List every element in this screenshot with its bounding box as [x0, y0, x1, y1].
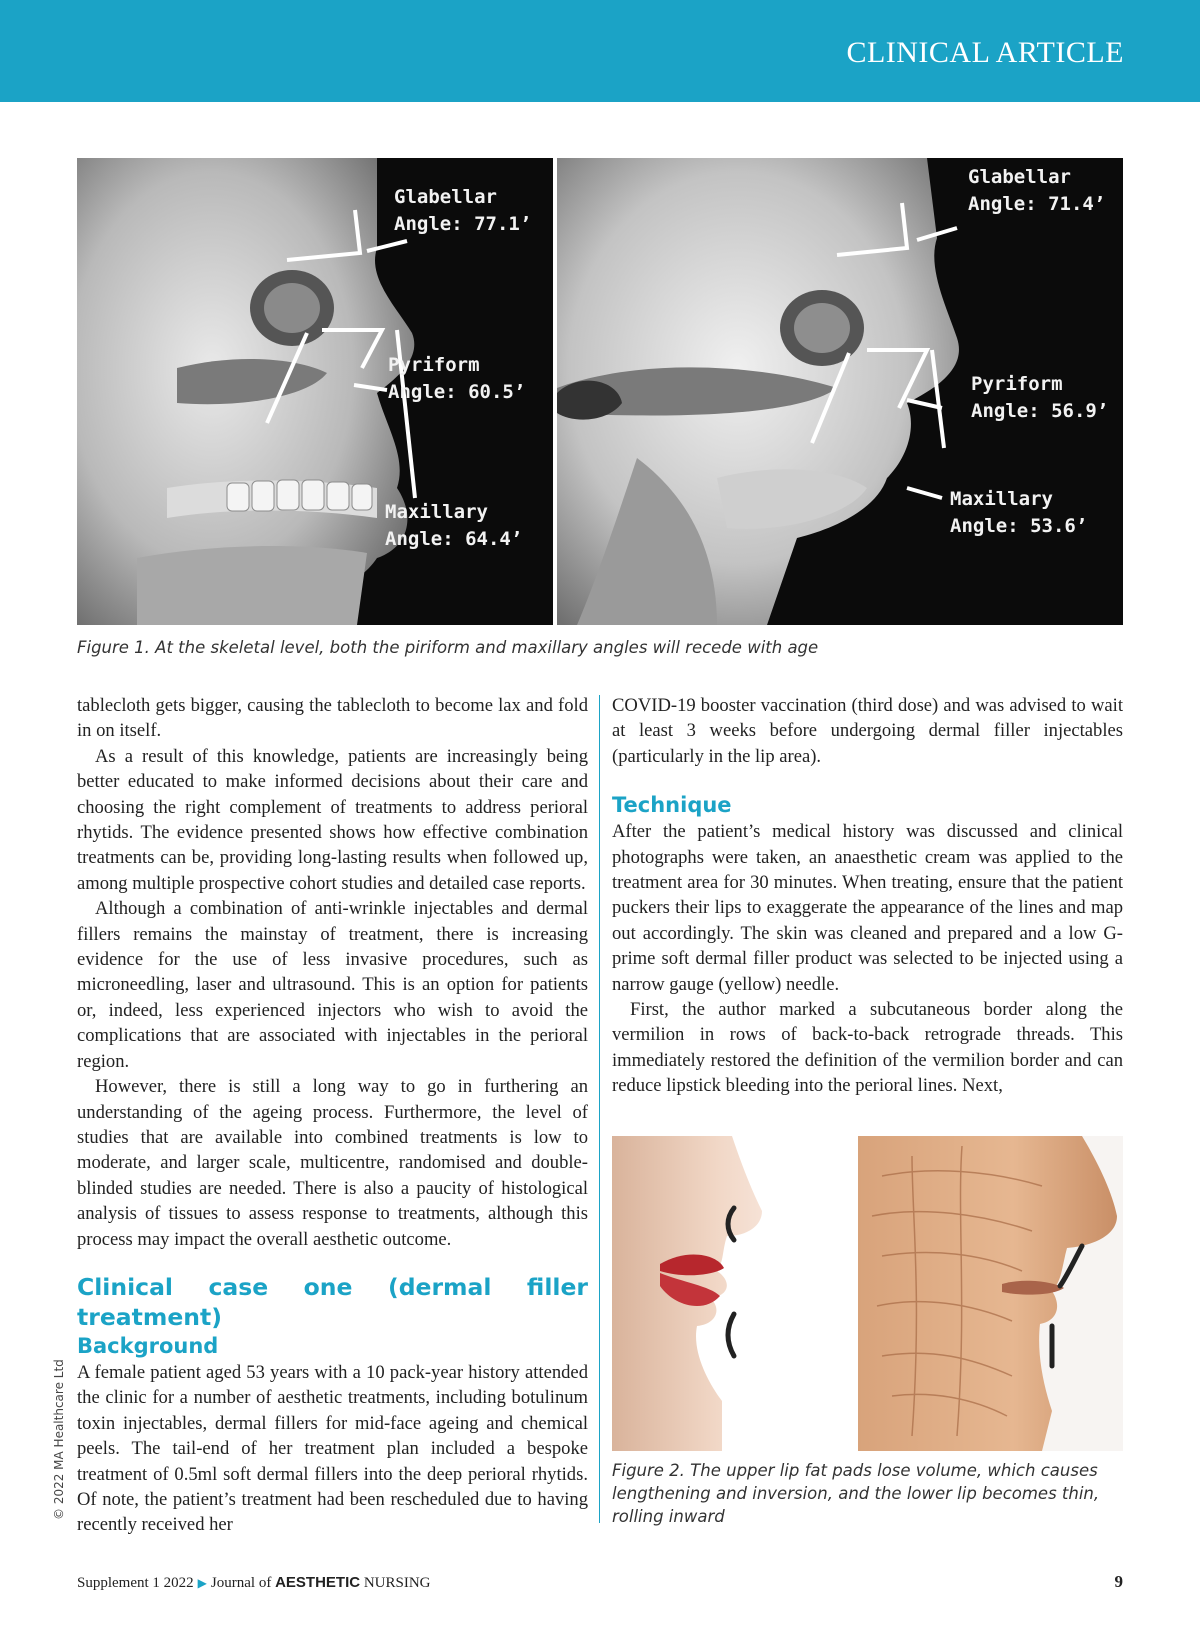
copyright-notice: © 2022 MA Healthcare Ltd: [52, 1359, 66, 1520]
aged-glabellar-label: Glabellar Angle: 71.4’: [968, 166, 1106, 215]
triangle-icon: ▶: [197, 1576, 207, 1590]
figure-1-caption: Figure 1. At the skeletal level, both the piriform and maxillary angles will recede with age: [77, 638, 819, 657]
journal-of: Journal of: [210, 1575, 272, 1591]
header-band: [0, 0, 1200, 102]
journal-name-bold: AESTHETIC: [275, 1574, 361, 1591]
figure-2-lip-comparison: [612, 1136, 1123, 1451]
lip-ageing-illustration: [612, 1136, 1123, 1451]
young-pyriform-label: Pyriform Angle: 60.5’: [388, 354, 526, 403]
figure-1-skull-comparison: [77, 158, 1123, 625]
young-face: [612, 1136, 762, 1451]
skull-illustration: [77, 158, 1123, 625]
aged-face: [858, 1136, 1123, 1451]
background-heading: Background: [77, 1333, 219, 1358]
figure-1-divider: [553, 158, 557, 625]
page-number: 9: [1114, 1572, 1123, 1591]
figure-2-caption: Figure 2. The upper lip fat pads lose volume, which causes lengthening and inversion, and the lower lip becomes thin, rolling inward: [612, 1461, 1100, 1526]
aged-pyriform-label: Pyriform Angle: 56.9’: [971, 373, 1109, 422]
supplement-label: Supplement 1 2022: [77, 1575, 194, 1591]
right-column: [612, 693, 1123, 1099]
paragraph: First, the author marked a subcutaneous border along the vermilion in rows of back-to-back retrograde threads. This immediately restored the definition of the vermilion border and can reduce lipstick bleeding into the perioral lines. Next,: [612, 999, 1123, 1097]
technique-heading: Technique: [612, 793, 732, 818]
paragraph: As a result of this knowledge, patients are increasingly being better educated to make informed decisions about their care and choosing the right complement of treatments to address perioral rhytids. The evidence presented shows how effective combination treatments can be, providing long-lasting results when followed up, among multiple prospective cohort studies and detailed case reports.: [77, 745, 588, 894]
case-heading: Clinical case one (dermal filler treatment): [77, 1272, 588, 1331]
left-column: [77, 693, 588, 1538]
paragraph: A female patient aged 53 years with a 10 pack-year history attended the clinic for a number of aesthetic treatments, including botulinum toxin injectables, dermal fillers for mid-face ageing and chemical peels. The tail-end of her treatment plan included a bespoke treatment of 0.5ml soft dermal fillers into the deep perioral rhytids. Of note, the patient’s treatment had been rescheduled due to having recently received her: [77, 1361, 588, 1536]
paragraph: Although a combination of anti-wrinkle injectables and dermal fillers remains the mainstay of treatment, there is increasing evidence for the use of less invasive procedures, such as microneedling, laser and ultrasound. This is an option for patients or, indeed, less experienced injectors who wish to avoid the complications that are associated with injectables in the perioral region.: [77, 898, 588, 1072]
young-glabellar-label: Glabellar Angle: 77.1’: [394, 186, 532, 235]
young-maxillary-label: Maxillary Angle: 64.4’: [385, 501, 523, 550]
section-title: CLINICAL ARTICLE: [846, 36, 1124, 69]
paragraph: COVID-19 booster vaccination (third dose) and was advised to wait at least 3 weeks before undergoing dermal filler injectables (particularly in the lip area).: [612, 695, 1123, 767]
young-skull: [77, 158, 414, 625]
aged-maxillary-label: Maxillary Angle: 53.6’: [950, 488, 1088, 537]
paragraph: tablecloth gets bigger, causing the tablecloth to become lax and fold in on itself.: [77, 695, 588, 742]
aged-skull: [557, 158, 959, 625]
paragraph: After the patient’s medical history was discussed and clinical photographs were taken, an anaesthetic cream was applied to the treatment area for 30 minutes. When treating, ensure that the patient puckers their lips to exaggerate the appearance of the lines and map out accordingly. The skin was cleaned and prepared and a low G-prime soft dermal filler product was selected to be injected using a narrow gauge (yellow) needle.: [612, 821, 1123, 995]
paragraph: However, there is still a long way to go in furthering an understanding of the ageing process. Furthermore, the level of studies that are available into combined treatments is low to moderate, and larger scale, multicentre, randomised and double-blinded studies are needed. There is also a paucity of histological analysis of tissues to assess response to treatments, although this process may impact the overall aesthetic outcome.: [77, 1076, 588, 1250]
column-divider: [599, 695, 600, 1523]
journal-name-rest: NURSING: [363, 1575, 431, 1591]
footer: [77, 1574, 431, 1592]
